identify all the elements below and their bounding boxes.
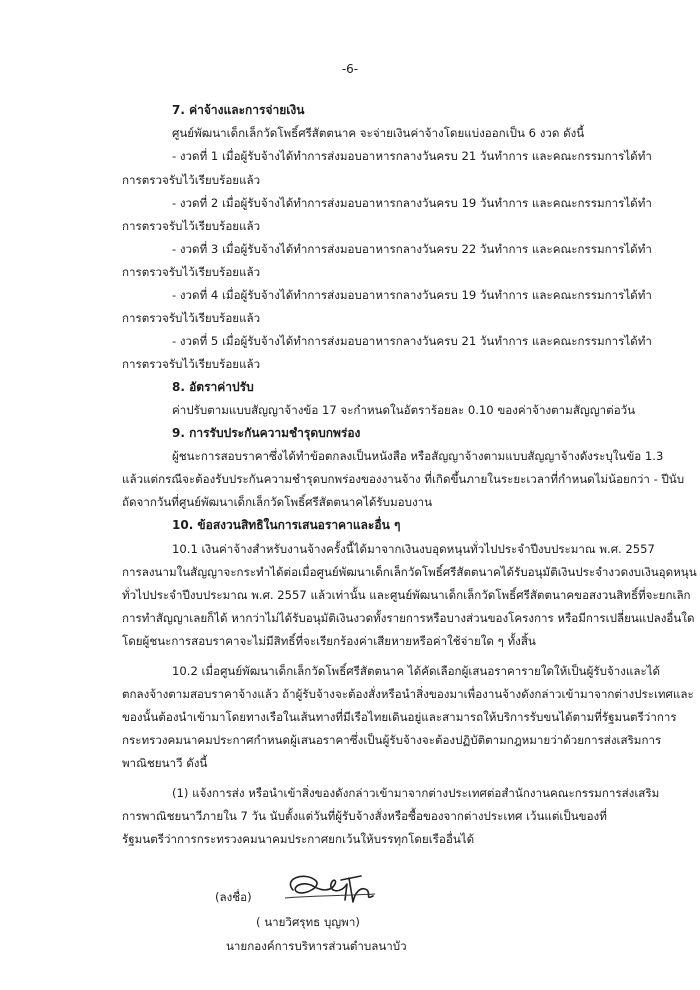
installment-1-line2: การตรวจรับไว้เรียบร้อยแล้ว: [122, 173, 261, 187]
section10-p2-line: กระทรวงคมนาคมประกาศกำหนดผู้เสนอราคาซึ่งเป็นผู้รับจ้างจะต้องปฏิบัติตามกฎหมายว่าด้วยการส่งเสริมการ: [122, 733, 662, 747]
installment-5-line2: การตรวจรับไว้เรียบร้อยแล้ว: [122, 357, 261, 371]
section10-p2-line: พาณิชยนาวี ดังนี้: [122, 756, 208, 770]
section8-heading: 8. อัตราค่าปรับ: [172, 380, 254, 394]
section9-line: ถัดจากวันที่ศูนย์พัฒนาเด็กเล็กวัดโพธิ์ศรีสัตตนาคได้รับมอบงาน: [122, 495, 433, 509]
section10-p2-line: 10.2 เมื่อศูนย์พัฒนาเด็กเล็กวัดโพธิ์ศรีสัตตนาค ได้คัดเลือกผู้เสนอราคารายใดให้เป็นผู้รับจ้างและได้: [172, 664, 661, 678]
handwritten-signature: [275, 866, 380, 910]
signer-position: นายกองค์การบริหารส่วนตำบลนาบัว: [226, 939, 407, 953]
section10-p3-line: (1) แจ้งการส่ง หรือนำเข้าสิ่งของดังกล่าวเข้ามาจากต่างประเทศต่อสำนักงานคณะกรรมการส่งเสริม: [172, 786, 660, 800]
installment-2-line2: การตรวจรับไว้เรียบร้อยแล้ว: [122, 219, 261, 233]
section7-intro: ศูนย์พัฒนาเด็กเล็กวัดโพธิ์ศรีสัตตนาค จะจ่ายเงินค่าจ้างโดยแบ่งออกเป็น 6 งวด ดังนี้: [172, 126, 585, 140]
sign-label: (ลงชื่อ): [215, 890, 252, 904]
section10-p1-line: การลงนามในสัญญาจะกระทำได้ต่อเมื่อศูนย์พัฒนาเด็กเล็กวัดโพธิ์ศรีสัตตนาคได้รับอนุมัติเงินประจำงวดงบเงินอุดหนุน: [122, 565, 697, 579]
page-number: -6-: [341, 62, 359, 76]
section10-p1-line: โดยผู้ชนะการสอบราคาจะไม่มีสิทธิ์ที่จะเรียกร้องค่าเสียหายหรือค่าใช้จ่ายใด ๆ ทั้งสิ้น: [122, 634, 536, 648]
section10-heading: 10. ข้อสงวนสิทธิในการเสนอราคาและอื่น ๆ: [172, 518, 401, 532]
installment-4-line2: การตรวจรับไว้เรียบร้อยแล้ว: [122, 311, 261, 325]
section10-p2-line: ของนั้นต้องนำเข้ามาโดยทางเรือในเส้นทางที่มีเรือไทยเดินอยู่และสามารถให้บริการรับขนได้ตามที่รัฐมนตรีว่าการ: [122, 710, 677, 724]
installment-5-line1: - งวดที่ 5 เมื่อผู้รับจ้างได้ทำการส่งมอบอาหารกลางวันครบ 21 วันทำการ และคณะกรรมการได้ทำ: [172, 334, 652, 348]
section10-p3-line: รัฐมนตรีว่าการกระทรวงคมนาคมประกาศยกเว้นให้บรรทุกโดยเรืออื่นได้: [122, 832, 475, 846]
installment-1-line1: - งวดที่ 1 เมื่อผู้รับจ้างได้ทำการส่งมอบอาหารกลางวันครบ 21 วันทำการ และคณะกรรมการได้ทำ: [172, 149, 652, 163]
signer-name: ( นายวิศรุทธ บุญพา): [256, 915, 360, 929]
section10-p3-line: การพาณิชยนาวีภายใน 7 วัน นับตั้งแต่วันที่ผู้รับจ้างสั่งหรือซื้อของจากต่างประเทศ เว้นแต่เป็นของที่: [122, 809, 607, 823]
installment-3-line1: - งวดที่ 3 เมื่อผู้รับจ้างได้ทำการส่งมอบอาหารกลางวันครบ 22 วันทำการ และคณะกรรมการได้ทำ: [172, 242, 652, 256]
installment-4-line1: - งวดที่ 4 เมื่อผู้รับจ้างได้ทำการส่งมอบอาหารกลางวันครบ 19 วันทำการ และคณะกรรมการได้ทำ: [172, 288, 652, 302]
installment-2-line1: - งวดที่ 2 เมื่อผู้รับจ้างได้ทำการส่งมอบอาหารกลางวันครบ 19 วันทำการ และคณะกรรมการได้ทำ: [172, 196, 652, 210]
section8-text: ค่าปรับตามแบบสัญญาจ้างข้อ 17 จะกำหนดในอัตราร้อยละ 0.10 ของค่าจ้างตามสัญญาต่อวัน: [172, 403, 636, 417]
installment-3-line2: การตรวจรับไว้เรียบร้อยแล้ว: [122, 265, 261, 279]
section10-p2-line: ตกลงจ้างตามสอบราคาจ้างแล้ว ถ้าผู้รับจ้างจะต้องสั่งหรือนำสิ่งของมาเพื่องานจ้างดังกล่าวเข้ามาจากต่างประเทศและ: [122, 687, 694, 701]
section10-p1-line: การทำสัญญาเลยก็ได้ หากว่าไม่ได้รับอนุมัติเงินงวดทั้งรายการหรือบางส่วนของโครงการ หรือมีการเปลี่ยนแปลงอื่นใด: [122, 611, 695, 625]
section10-p1-line: 10.1 เงินค่าจ้างสำหรับงานจ้างครั้งนี้ได้มาจากเงินงบอุดหนุนทั่วไปประจำปีงบประมาณ พ.ศ. 2557: [172, 542, 655, 556]
section10-p1-line: ทั่วไปประจำปีงบประมาณ พ.ศ. 2557 แล้วเท่านั้น และศูนย์พัฒนาเด็กเล็กวัดโพธิ์ศรีสัตตนาคขอสงวนสิทธิ์ที่จะยกเลิก: [122, 588, 691, 602]
section9-line: ผู้ชนะการสอบราคาซึ่งได้ทำข้อตกลงเป็นหนังสือ หรือสัญญาจ้างตามแบบสัญญาจ้างดังระบุในข้อ 1.3: [172, 449, 664, 463]
section7-heading: 7. ค่าจ้างและการจ่ายเงิน: [172, 103, 305, 117]
section9-line: แล้วแต่กรณีจะต้องรับประกันความชำรุดบกพร่องของงานจ้าง ที่เกิดขึ้นภายในระยะเวลาที่กำหนดไม่น้อยกว่า - ปีนับ: [122, 472, 685, 486]
section9-heading: 9. การรับประกันความชำรุดบกพร่อง: [172, 426, 361, 440]
